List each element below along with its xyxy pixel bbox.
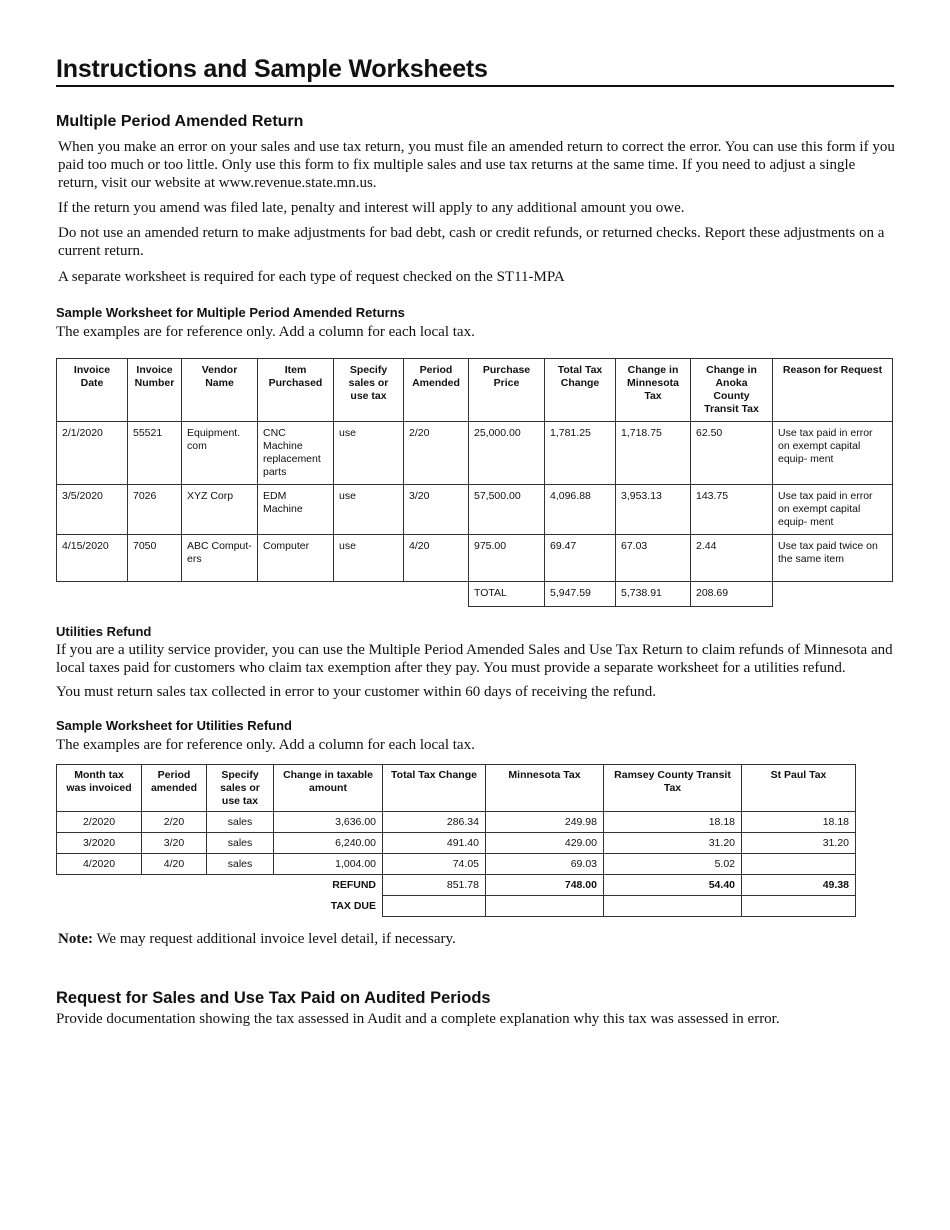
table-cell: use: [334, 535, 404, 582]
table-cell: CNC Machine replacement parts: [258, 422, 334, 485]
table-cell: 975.00: [469, 535, 545, 582]
page-title: Instructions and Sample Worksheets: [56, 54, 894, 87]
table-cell: 491.40: [383, 833, 486, 854]
tax-due-label: TAX DUE: [330, 899, 376, 912]
utilities-heading: Utilities Refund: [56, 624, 152, 639]
table-cell: 1,781.25: [545, 422, 616, 485]
table-cell: 55521: [128, 422, 182, 485]
sample1-heading: Sample Worksheet for Multiple Period Amended Returns: [56, 305, 405, 320]
table-cell: 18.18: [604, 812, 742, 833]
column-header: Ramsey County Transit Tax: [604, 765, 742, 812]
column-header: Invoice Date: [57, 359, 128, 422]
table-cell: [486, 896, 604, 917]
table-cell: sales: [207, 833, 274, 854]
table-cell: 57,500.00: [469, 485, 545, 535]
refund-stpaul-tax: 49.38: [742, 875, 856, 896]
column-header: Item Purchased: [258, 359, 334, 422]
table-cell: 18.18: [742, 812, 856, 833]
audit-heading: Request for Sales and Use Tax Paid on Audited Periods: [56, 989, 491, 1007]
refund-ramsey-tax: 54.40: [604, 875, 742, 896]
table-cell: XYZ Corp: [182, 485, 258, 535]
table-cell: 2/1/2020: [57, 422, 128, 485]
table-cell: 31.20: [604, 833, 742, 854]
table-cell: 4,096.88: [545, 485, 616, 535]
table-cell: 286.34: [383, 812, 486, 833]
column-header: Vendor Name: [182, 359, 258, 422]
column-header: Specify sales or use tax: [207, 765, 274, 812]
table-cell: [742, 854, 856, 875]
table-cell: 143.75: [691, 485, 773, 535]
audit-paragraph: Provide documentation showing the tax assessed in Audit and a complete explanation why this tax was assessed in error.: [56, 1011, 780, 1027]
table-cell: 25,000.00: [469, 422, 545, 485]
utilities-paragraph-1: If you are a utility service provider, you can use the Multiple Period Amended Sales and Use Tax Return to claim refunds of Minnesota and local taxes paid for customers who claim tax exemption after they pay. You must provide a separate worksheet for a utilities refund.: [56, 642, 893, 676]
table-cell: [383, 896, 486, 917]
table-cell: 2/20: [404, 422, 469, 485]
table-cell: 4/20: [404, 535, 469, 582]
mpa-paragraph-1: When you make an error on your sales and use tax return, you must file an amended return to correct the error. You can use this form if you paid too much or too little. Only use this form to fix multiple sales and use tax returns at the same time. If you need to adjust a single return, visit our website at www.revenue.state.mn.us.: [58, 139, 895, 191]
table-cell: 1,004.00: [274, 854, 383, 875]
table-cell: 3,953.13: [616, 485, 691, 535]
table-cell: 249.98: [486, 812, 604, 833]
table-cell: EDM Machine: [258, 485, 334, 535]
column-header: Change in Anoka County Transit Tax: [691, 359, 773, 422]
column-header: Period Amended: [404, 359, 469, 422]
table-cell: 4/20: [142, 854, 207, 875]
table-cell: sales: [207, 812, 274, 833]
table-cell: use: [334, 485, 404, 535]
utilities-sample-table: [56, 764, 856, 917]
table-row: [57, 422, 893, 485]
table-row: [57, 535, 893, 582]
table-row: [57, 485, 893, 535]
note-label: Note:: [58, 931, 93, 947]
table-cell: 7026: [128, 485, 182, 535]
column-header: Purchase Price: [469, 359, 545, 422]
column-header: Period amended: [142, 765, 207, 812]
total-label: TOTAL: [469, 582, 545, 607]
column-header: St Paul Tax: [742, 765, 856, 812]
note-paragraph: [58, 930, 898, 948]
table-cell: 69.03: [486, 854, 604, 875]
total-minnesota-tax: 5,738.91: [616, 582, 691, 607]
table-cell: 3/5/2020: [57, 485, 128, 535]
table-cell: 1,718.75: [616, 422, 691, 485]
table-row: [57, 812, 856, 833]
table-cell: sales: [207, 854, 274, 875]
utilities-paragraph-2: You must return sales tax collected in error to your customer within 60 days of receiving the refund.: [56, 684, 656, 700]
table-cell: 2/20: [142, 812, 207, 833]
table-cell: 2/2020: [57, 812, 142, 833]
table-cell: 429.00: [486, 833, 604, 854]
column-header: Change in taxable amount: [274, 765, 383, 812]
table-cell: Use tax paid twice on the same item: [773, 535, 893, 582]
table-cell: 3/20: [404, 485, 469, 535]
mpa-paragraph-2: If the return you amend was filed late, penalty and interest will apply to any additional amount you owe.: [58, 200, 685, 216]
table-cell: 3/2020: [57, 833, 142, 854]
total-row: [57, 582, 893, 607]
table-cell: [742, 896, 856, 917]
refund-minnesota-tax: 748.00: [486, 875, 604, 896]
table-cell: 7050: [128, 535, 182, 582]
column-header: Total Tax Change: [383, 765, 486, 812]
mpa-paragraph-4: A separate worksheet is required for each type of request checked on the ST11-MPA: [58, 269, 565, 285]
table-cell: 74.05: [383, 854, 486, 875]
sample1-note: The examples are for reference only. Add a column for each local tax.: [56, 324, 475, 340]
column-header: Change in Minnesota Tax: [616, 359, 691, 422]
column-header: Invoice Number: [128, 359, 182, 422]
table-cell: 3,636.00: [274, 812, 383, 833]
mpa-paragraph-3: Do not use an amended return to make adjustments for bad debt, cash or credit refunds, or returned checks. Report these adjustments on a current return.: [58, 225, 885, 259]
tax-due-row: [57, 896, 856, 917]
sample2-note: The examples are for reference only. Add a column for each local tax.: [56, 737, 475, 753]
refund-row: [57, 875, 856, 896]
column-header: Minnesota Tax: [486, 765, 604, 812]
column-header: Reason for Request: [773, 359, 893, 422]
note-text: We may request additional invoice level detail, if necessary.: [92, 931, 456, 947]
table-cell: [604, 896, 742, 917]
mpa-sample-table: [56, 358, 893, 607]
table-cell: 4/15/2020: [57, 535, 128, 582]
refund-total-tax: 851.78: [383, 875, 486, 896]
table-row: [57, 833, 856, 854]
table-cell: 67.03: [616, 535, 691, 582]
table-cell: Use tax paid in error on exempt capital equip- ment: [773, 485, 893, 535]
column-header: Total Tax Change: [545, 359, 616, 422]
column-header: Month tax was invoiced: [57, 765, 142, 812]
table-cell: use: [334, 422, 404, 485]
total-tax-change: 5,947.59: [545, 582, 616, 607]
table-cell: 31.20: [742, 833, 856, 854]
table-cell: 3/20: [142, 833, 207, 854]
total-anoka-tax: 208.69: [691, 582, 773, 607]
table-cell: 69.47: [545, 535, 616, 582]
sample2-heading: Sample Worksheet for Utilities Refund: [56, 718, 292, 733]
table-cell: 5.02: [604, 854, 742, 875]
table-header-row: [57, 359, 893, 422]
table-cell: 62.50: [691, 422, 773, 485]
table-cell: Equipment. com: [182, 422, 258, 485]
table-cell: 4/2020: [57, 854, 142, 875]
mpa-heading: Multiple Period Amended Return: [56, 113, 304, 130]
table-cell: 6,240.00: [274, 833, 383, 854]
table-cell: Use tax paid in error on exempt capital equip- ment: [773, 422, 893, 485]
table-header-row: [57, 765, 856, 812]
refund-label: REFUND: [332, 878, 376, 891]
table-cell: Computer: [258, 535, 334, 582]
table-row: [57, 854, 856, 875]
table-cell: 2.44: [691, 535, 773, 582]
table-cell: ABC Comput- ers: [182, 535, 258, 582]
column-header: Specify sales or use tax: [334, 359, 404, 422]
